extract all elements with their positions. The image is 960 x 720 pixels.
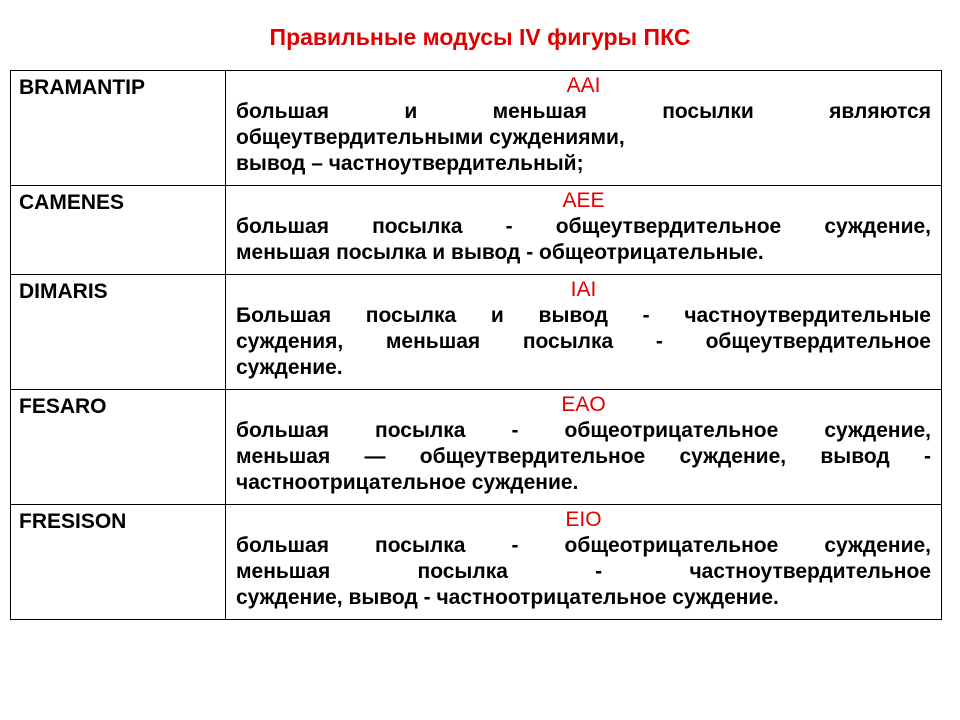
table-row-dimaris xyxy=(11,275,942,390)
description-line: суждения, меньшая посылка - общеутвердительное xyxy=(236,330,931,353)
table-row-fesaro xyxy=(11,390,942,505)
description-line: суждение, вывод - частноотрицательное суждение. xyxy=(236,586,779,609)
mood-description-cell xyxy=(226,505,942,620)
description-line: меньшая посылка и вывод - общеотрицательные. xyxy=(236,241,764,264)
description-line: суждение. xyxy=(236,356,343,379)
mood-name: FRESISON xyxy=(11,505,226,620)
mood-name: DIMARIS xyxy=(11,275,226,390)
mood-description-cell xyxy=(226,275,942,390)
mood-description-cell xyxy=(226,186,942,275)
mood-code: IAI xyxy=(570,278,597,301)
description-line: большая посылка - общеутвердительное суждение, xyxy=(236,215,931,238)
description-line: большая и меньшая посылки являются xyxy=(236,100,931,123)
description-line: частноотрицательное суждение. xyxy=(236,471,579,494)
description-line: меньшая посылка - частноутвердительное xyxy=(236,560,931,583)
mood-name: BRAMANTIP xyxy=(11,71,226,186)
mood-name: CAMENES xyxy=(11,186,226,275)
mood-code: EIO xyxy=(565,508,602,531)
description-line: вывод – частноутвердительный; xyxy=(236,152,584,175)
mood-name: FESARO xyxy=(11,390,226,505)
mood-description xyxy=(236,418,931,496)
moods-table xyxy=(10,70,942,620)
page-title: Правильные модусы IV фигуры ПКС xyxy=(269,24,691,50)
mood-code: AEE xyxy=(562,189,605,212)
mood-description xyxy=(236,99,931,177)
mood-description-cell xyxy=(226,71,942,186)
table-row-fresison xyxy=(11,505,942,620)
mood-description xyxy=(236,533,931,611)
table-row-camenes xyxy=(11,186,942,275)
mood-description-cell xyxy=(226,390,942,505)
description-line: большая посылка - общеотрицательное суждение, xyxy=(236,534,931,557)
mood-code: AAI xyxy=(566,74,601,97)
mood-description xyxy=(236,214,931,266)
table-row-bramantip xyxy=(11,71,942,186)
mood-code: EAO xyxy=(561,393,606,416)
description-line: общеутвердительными суждениями, xyxy=(236,126,625,149)
mood-description xyxy=(236,303,931,381)
description-line: Большая посылка и вывод - частноутвердительные xyxy=(236,304,931,327)
description-line: большая посылка - общеотрицательное суждение, xyxy=(236,419,931,442)
description-line: меньшая — общеутвердительное суждение, вывод - xyxy=(236,445,931,468)
